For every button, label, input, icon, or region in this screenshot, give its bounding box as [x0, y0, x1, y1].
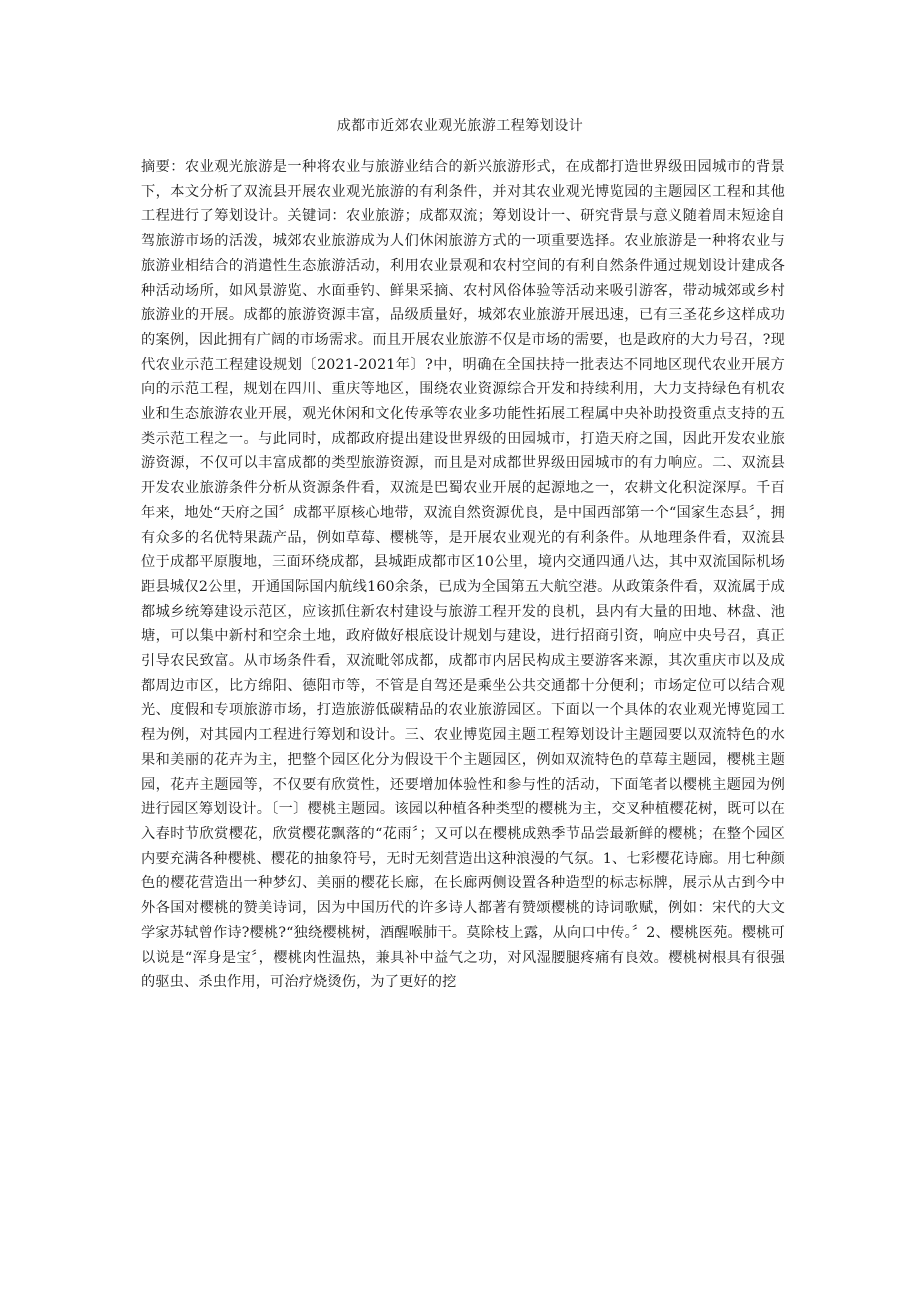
- document-title: 成都市近郊农业观光旅游工程筹划设计: [336, 118, 584, 134]
- document-body: [141, 155, 785, 995]
- body-paragraph: 摘要：农业观光旅游是一种将农业与旅游业结合的新兴旅游形式，在成都打造世界级田园城市的背景下，本文分析了双流县开展农业观光旅游的有利条件，并对其农业观光博览园的主题园区工程和其他工程进行了筹划设计。关键词：农业旅游；成都双流；筹划设计一、研究背景与意义随着周末短途自驾旅游市场的活泼，城郊农业旅游成为人们休闲旅游方式的一项重要选择。农业旅游是一种将农业与旅游业相结合的消遣性生态旅游活动，利用农业景观和农村空间的有利自然条件通过规划设计建成各种活动场所，如风景游览、水面垂钓、鲜果采摘、农村风俗体验等活动来吸引游客，带动城郊或乡村旅游业的开展。成都的旅游资源丰富，品级质量好，城郊农业旅游开展迅速，已有三圣花乡这样成功的案例，因此拥有广阔的市场需求。而且开展农业旅游不仅是市场的需要，也是政府的大力号召，?现代农业示范工程建设规划〔2021-2021年〕?中，明确在全国扶持一批表达不同地区现代农业开展方向的示范工程，规划在四川、重庆等地区，围绕农业资源综合开发和持续利用，大力支持绿色有机农业和生态旅游农业开展，观光休闲和文化传承等农业多功能性拓展工程属中央补助投资重点支持的五类示范工程之一。与此同时，成都政府提出建设世界级的田园城市，打造天府之国，因此开发农业旅游资源，不仅可以丰富成都的类型旅游资源，而且是对成都世界级田园城市的有力响应。二、双流县开发农业旅游条件分析从资源条件看，双流是巴蜀农业开展的起源地之一，农耕文化积淀深厚。千百年来，地处“天府之国〞成都平原核心地带，双流自然资源优良，是中国西部第一个“国家生态县〞，拥有众多的名优特果蔬产品，例如草莓、樱桃等，是开展农业观光的有利条件。从地理条件看，双流县位于成都平原腹地，三面环绕成都，县城距成都市区10公里，境内交通四通八达，其中双流国际机场距县城仅2公里，开通国际国内航线160余条，已成为全国第五大航空港。从政策条件看，双流属于成都城乡统筹建设示范区，应该抓住新农村建设与旅游工程开发的良机，县内有大量的田地、林盘、池塘，可以集中新村和空余土地，政府做好根底设计规划与建设，进行招商引资，响应中央号召，真正引导农民致富。从市场条件看，双流毗邻成都，成都市内居民构成主要游客来源，其次重庆市以及成都周边市区，比方绵阳、德阳市等，不管是自驾还是乘坐公共交通都十分便利；市场定位可以结合观光、度假和专项旅游市场，打造旅游低碳精品的农业旅游园区。下面以一个具体的农业观光博览园工程为例，对其园内工程进行筹划和设计。三、农业博览园主题工程筹划设计主题园要以双流特色的水果和美丽的花卉为主，把整个园区化分为假设干个主题园区，例如双流特色的草莓主题园，樱桃主题园，花卉主题园等，不仅要有欣赏性，还要增加体验性和参与性的活动，下面笔者以樱桃主题园为例进行园区筹划设计。〔一〕樱桃主题园。该园以种植各种类型的樱桃为主，交叉种植樱花树，既可以在入春时节欣赏樱花，欣赏樱花飘落的“花雨〞；又可以在樱桃成熟季节品尝最新鲜的樱桃；在整个园区内要充满各种樱桃、樱花的抽象符号，无时无刻营造出这种浪漫的气氛。1、七彩樱花诗廊。用七种颜色的樱花营造出一种梦幻、美丽的樱花长廊，在长廊两侧设置各种造型的标志标牌，展示从古到今中外各国对樱桃的赞美诗词，因为中国历代的许多诗人都著有赞颂樱桃的诗词歌赋，例如：宋代的大文学家苏轼曾作诗?樱桃?“独绕樱桃树，酒醒喉肺干。莫除枝上露，从向口中传。〞2、樱桃医苑。樱桃可以说是“浑身是宝〞，樱桃肉性温热，兼具补中益气之功，对风湿腰腿疼痛有良效。樱桃树根具有很强的驱虫、杀虫作用，可治疗烧烫伤，为了更好的挖: [141, 159, 785, 991]
